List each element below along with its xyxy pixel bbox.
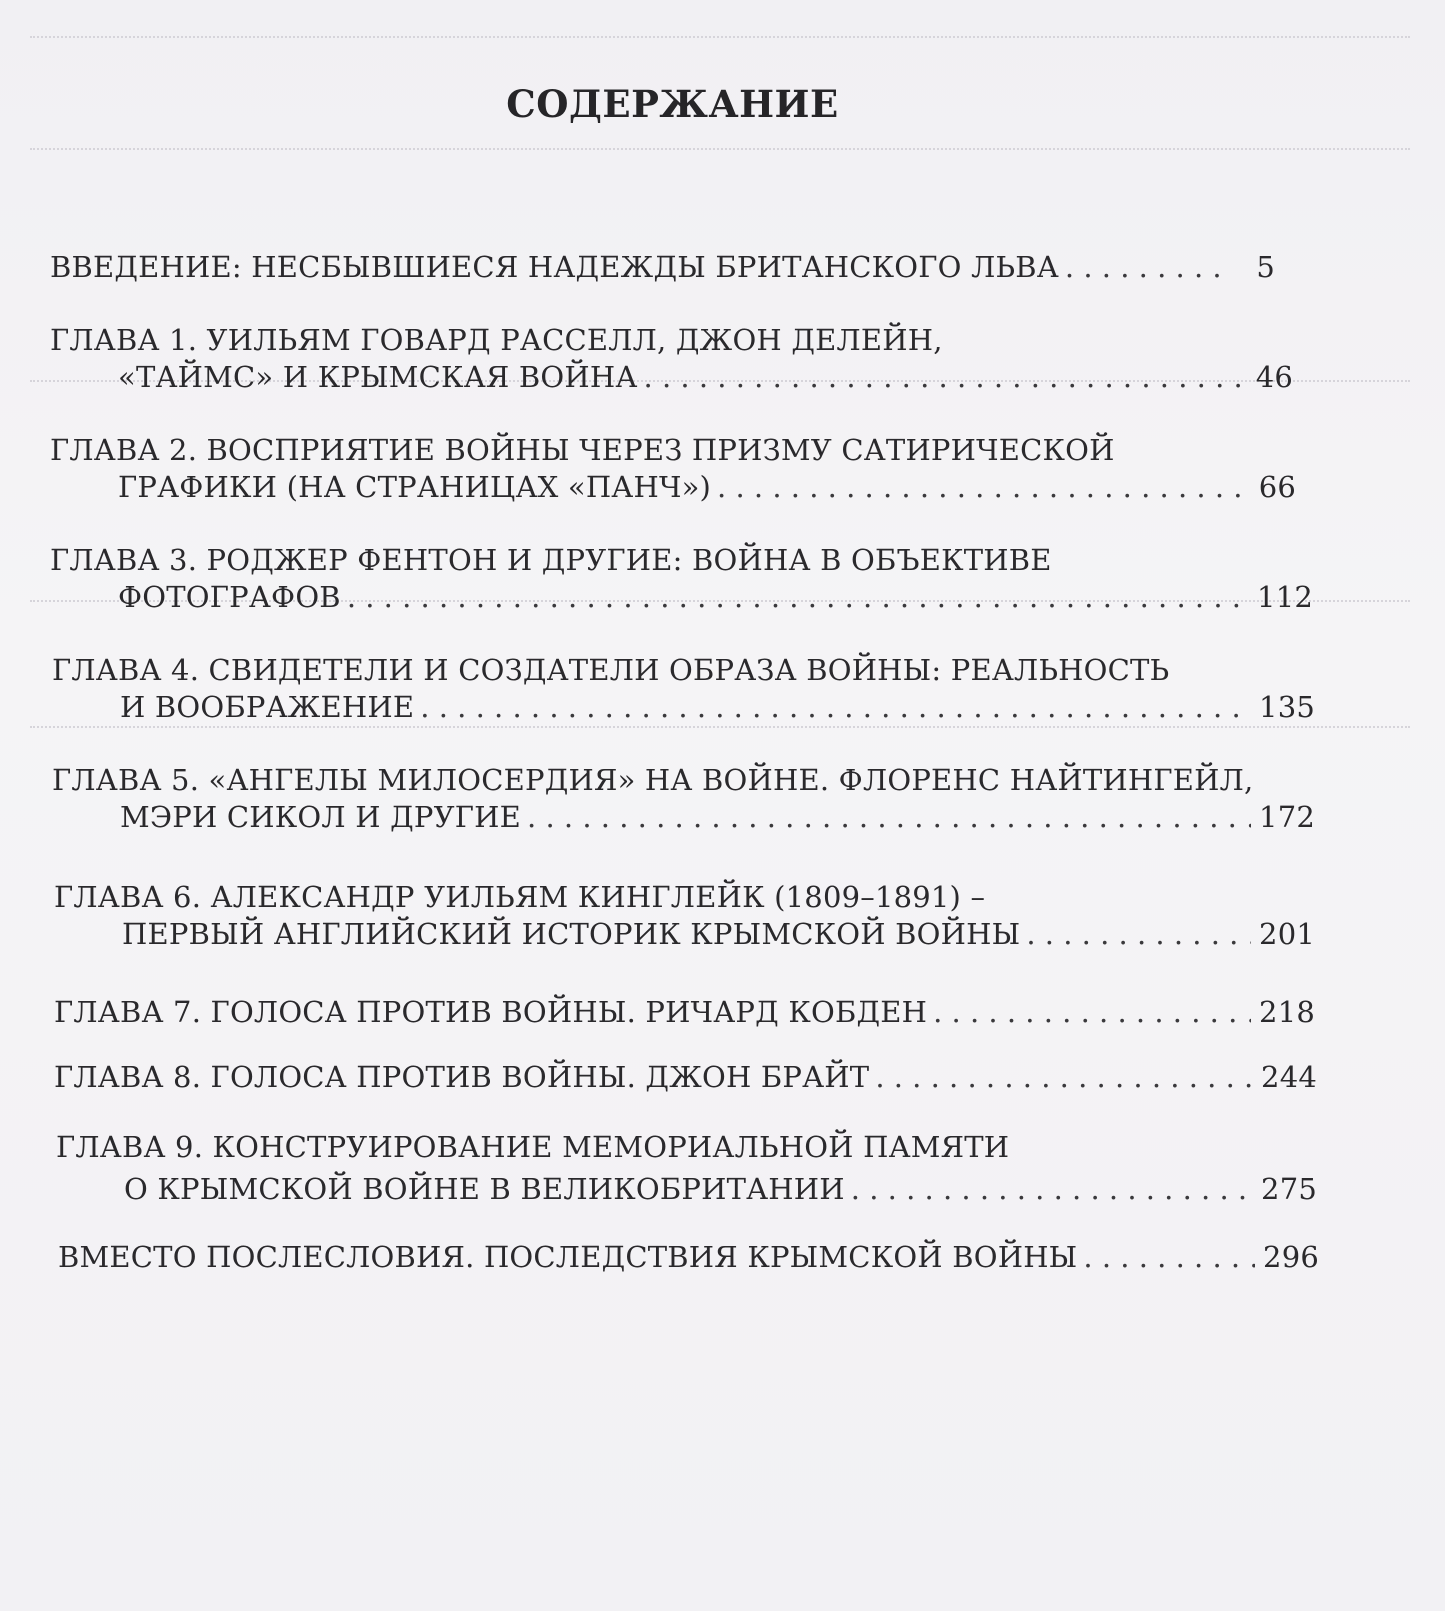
toc-page-number: 296 (1263, 1240, 1319, 1274)
leader-dots (1065, 250, 1227, 284)
toc-entry-title-continuation: ГРАФИКИ (НА СТРАНИЦАХ «ПАНЧ») (118, 470, 712, 504)
toc-entry-title-continuation: О КРЫМСКОЙ ВОЙНЕ В ВЕЛИКОБРИТАНИИ (124, 1172, 845, 1206)
toc-page-number: 46 (1255, 360, 1293, 394)
page-title: СОДЕРЖАНИЕ (506, 82, 839, 126)
toc-page-number: 201 (1259, 917, 1315, 951)
toc-entry-title: ВМЕСТО ПОСЛЕСЛОВИЯ. ПОСЛЕДСТВИЯ КРЫМСКОЙ ВОЙНЫ (58, 1240, 1078, 1274)
toc-entry-title: ГЛАВА 7. ГОЛОСА ПРОТИВ ВОЙНЫ. РИЧАРД КОБДЕН (54, 995, 928, 1029)
toc-entry-title: ГЛАВА 4. СВИДЕТЕЛИ И СОЗДАТЕЛИ ОБРАЗА ВОЙНЫ: РЕАЛЬНОСТЬ (52, 653, 1170, 687)
leader-dots (1083, 1240, 1255, 1274)
toc-entry-title: ГЛАВА 5. «АНГЕЛЫ МИЛОСЕРДИЯ» НА ВОЙНЕ. ФЛОРЕНС НАЙТИНГЕЙЛ, (52, 763, 1254, 797)
toc-page-number: 135 (1259, 690, 1315, 724)
leader-dots (875, 1060, 1253, 1094)
toc-entry-title-continuation: «ТАЙМС» И КРЫМСКАЯ ВОЙНА (118, 360, 638, 394)
toc-page-number: 172 (1259, 800, 1315, 834)
toc-entry-title: ВВЕДЕНИЕ: НЕСБЫВШИЕСЯ НАДЕЖДЫ БРИТАНСКОГО ЛЬВА (50, 250, 1059, 284)
toc-entry-title: ГЛАВА 6. АЛЕКСАНДР УИЛЬЯМ КИНГЛЕЙК (1809–1891) – (54, 880, 986, 914)
toc-entry-title: ГЛАВА 1. УИЛЬЯМ ГОВАРД РАССЕЛЛ, ДЖОН ДЕЛЕЙН, (50, 323, 943, 357)
toc-page-number: 66 (1258, 470, 1296, 504)
leader-dots (1026, 917, 1251, 951)
leader-dots (717, 470, 1248, 504)
toc-entry-title: ГЛАВА 3. РОДЖЕР ФЕНТОН И ДРУГИЕ: ВОЙНА В ОБЪЕКТИВЕ (50, 543, 1052, 577)
toc-page-number: 275 (1261, 1172, 1317, 1206)
leader-dots (347, 580, 1249, 614)
leader-dots (644, 360, 1245, 394)
toc-entry-title: ГЛАВА 2. ВОСПРИЯТИЕ ВОЙНЫ ЧЕРЕЗ ПРИЗМУ САТИРИЧЕСКОЙ (50, 433, 1115, 467)
leader-dots (420, 690, 1251, 724)
toc-entry-title-continuation: МЭРИ СИКОЛ И ДРУГИЕ (120, 800, 522, 834)
toc-entry-title-continuation: ФОТОГРАФОВ (118, 580, 341, 614)
toc-entry-title: ГЛАВА 9. КОНСТРУИРОВАНИЕ МЕМОРИАЛЬНОЙ ПАМЯТИ (56, 1130, 1010, 1164)
toc-entry-title-continuation: И ВООБРАЖЕНИЕ (120, 690, 415, 724)
toc-page-number: 218 (1259, 995, 1315, 1029)
toc-page-number: 112 (1257, 580, 1313, 614)
leader-dots (933, 995, 1251, 1029)
leader-dots (527, 800, 1251, 834)
toc-page-number: 5 (1256, 250, 1275, 284)
leader-dots (851, 1172, 1253, 1206)
toc-page-number: 244 (1261, 1060, 1317, 1094)
toc-entry-title-continuation: ПЕРВЫЙ АНГЛИЙСКИЙ ИСТОРИК КРЫМСКОЙ ВОЙНЫ (122, 917, 1021, 951)
toc-entry-title: ГЛАВА 8. ГОЛОСА ПРОТИВ ВОЙНЫ. ДЖОН БРАЙТ (54, 1060, 870, 1094)
